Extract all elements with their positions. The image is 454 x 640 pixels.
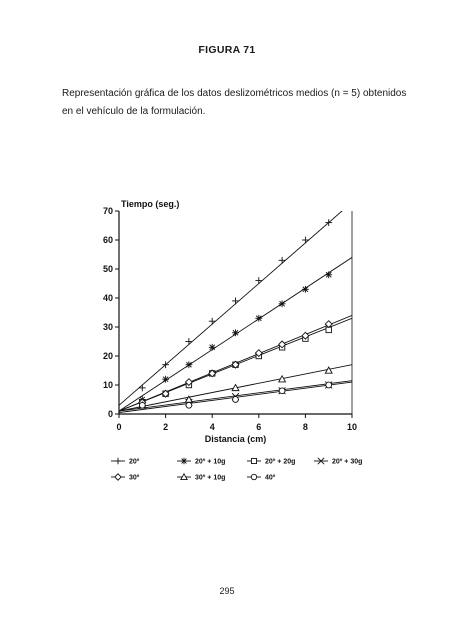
- legend-marker: [181, 458, 187, 464]
- figure-caption: Representación gráfica de los datos deslizométricos medios (n = 5) obtenidos en el vehículo de la formulación.: [62, 88, 407, 117]
- marker-shape: [326, 382, 332, 388]
- series-2-point: [279, 300, 286, 307]
- page-number: 295: [219, 586, 235, 596]
- series-7-point: [186, 402, 192, 408]
- series-7-point: [139, 402, 145, 408]
- legend-marker: [115, 458, 121, 464]
- y-tick-label: 60: [102, 235, 113, 245]
- series-7-point: [233, 397, 239, 403]
- y-tick-label: 10: [102, 380, 113, 390]
- marker-shape: [233, 397, 239, 403]
- legend-label: 30º: [129, 474, 140, 482]
- y-tick-label: 70: [102, 206, 113, 216]
- series-1-point: [209, 318, 216, 325]
- marker-shape: [251, 474, 256, 479]
- x-tick-label: 2: [163, 422, 169, 432]
- y-tick-label: 20: [102, 351, 113, 361]
- series-2-point: [209, 344, 216, 351]
- series-7-point: [279, 388, 285, 394]
- y-tick-label: 50: [102, 264, 113, 274]
- series-2-point: [302, 286, 309, 293]
- x-tick-label: 4: [209, 422, 215, 432]
- x-tick-label: 8: [302, 422, 308, 432]
- legend-marker: [251, 474, 256, 479]
- y-tick-label: 0: [107, 409, 113, 419]
- series-1-point: [279, 257, 286, 264]
- x-tick-label: 10: [346, 422, 358, 432]
- legend-label: 20º: [129, 458, 140, 466]
- x-tick-label: 6: [256, 422, 262, 432]
- marker-shape: [115, 474, 121, 480]
- series-1-point: [139, 385, 146, 392]
- legend-marker: [251, 458, 256, 463]
- marker-shape: [279, 388, 285, 394]
- y-tick-label: 40: [102, 293, 113, 303]
- series-2-point: [232, 329, 239, 336]
- y-axis-title: Tiempo (seg.): [121, 199, 180, 209]
- marker-shape: [139, 402, 145, 408]
- y-tick-label: 30: [102, 322, 113, 332]
- series-1-point: [186, 338, 193, 345]
- x-axis-title: Distancia (cm): [204, 434, 267, 444]
- series-2-point: [325, 271, 332, 278]
- series-7-point: [326, 382, 332, 388]
- figure-title: FIGURA 71: [198, 44, 256, 56]
- series-1-point: [302, 237, 309, 244]
- series-1-point: [255, 277, 262, 284]
- legend-label: 40º: [265, 474, 276, 482]
- legend-label: 20º + 20g: [265, 458, 296, 466]
- marker-shape: [186, 402, 192, 408]
- legend-label: 20º + 10g: [195, 458, 226, 466]
- legend-label: 20º + 30g: [332, 458, 363, 466]
- series-2-point: [255, 315, 262, 322]
- legend-marker: [115, 474, 121, 480]
- series-2-point: [162, 376, 169, 383]
- marker-shape: [251, 458, 256, 463]
- x-tick-label: 0: [116, 422, 122, 432]
- legend-label: 30º + 10g: [195, 474, 226, 482]
- series-1-point: [232, 298, 239, 305]
- series-2-point: [186, 361, 193, 368]
